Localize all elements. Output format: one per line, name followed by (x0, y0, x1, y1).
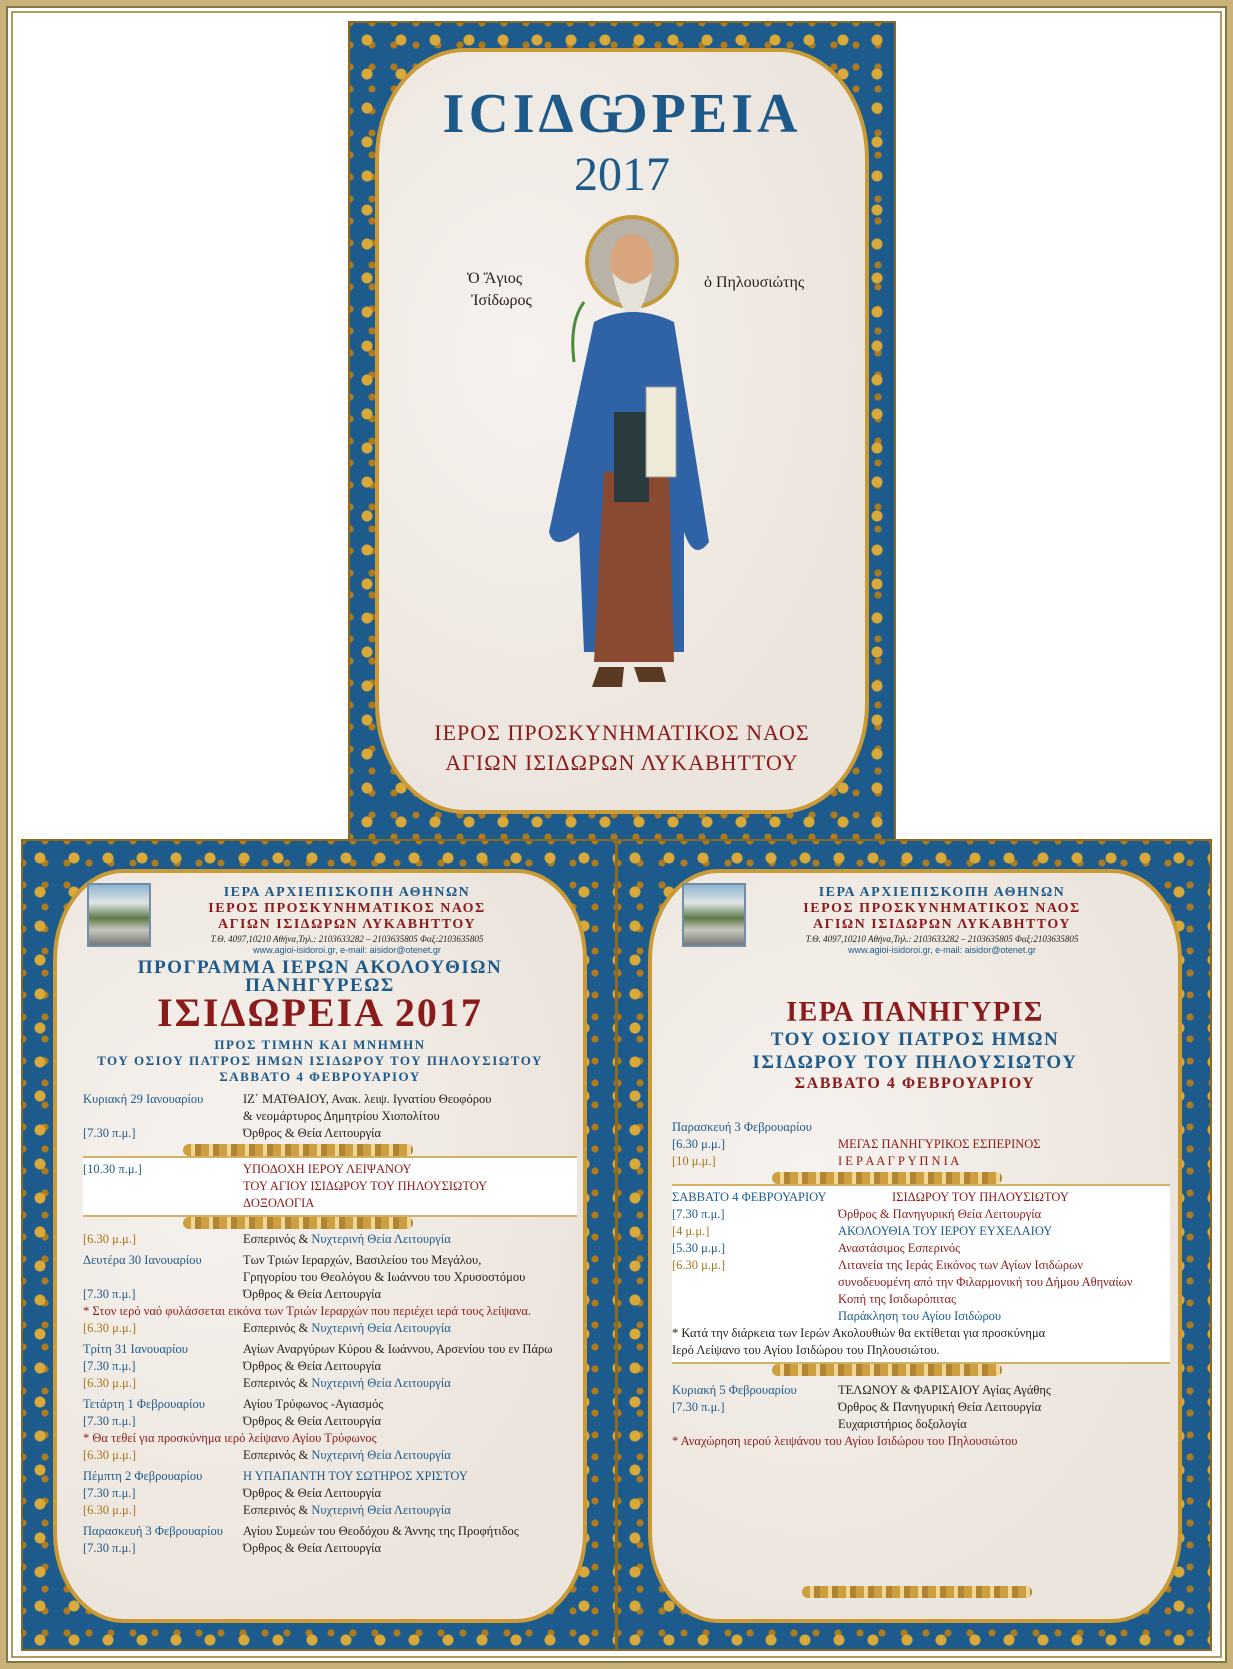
header-contact: Τ.Θ. 4097,10210 Αθήνα,Τηλ.: 2103633282 – 2103635805 Φαξ:2103635805 (805, 934, 1079, 944)
schedule-row (672, 1119, 1170, 1136)
schedule-row (83, 1447, 577, 1464)
schedule-row (83, 1468, 577, 1485)
ornament-divider (183, 1217, 413, 1229)
schedule-list-left (83, 1091, 577, 1557)
schedule-description (243, 1468, 468, 1485)
cover-year: 2017 (574, 148, 670, 201)
schedule-row (83, 1502, 577, 1519)
schedule-row (83, 1178, 577, 1195)
highlight-box (672, 1184, 1170, 1364)
honor-date: ΣΑΒΒΑΤΟ 4 ΦΕΒΡΟΥΑΡΙΟΥ (219, 1069, 421, 1084)
schedule-date-time: [4 μ.μ.] (672, 1224, 710, 1238)
schedule-text: ΙΖ΄ ΜΑΤΘΑΙΟΥ, (243, 1092, 332, 1106)
schedule-row (672, 1308, 1170, 1325)
schedule-description (243, 1091, 491, 1108)
schedule-date-time: Παρασκευή 3 Φεβρουαρίου (83, 1524, 223, 1538)
schedule-note (83, 1303, 577, 1320)
schedule-row (83, 1161, 577, 1178)
schedule-text: Εσπερινός & (243, 1321, 312, 1335)
schedule-description (838, 1223, 1052, 1240)
cover-parchment (375, 48, 869, 814)
schedule-text: Αγίων Αναργύρων Κύρου & Ιωάννου, Αρσενίου του εν Πάρω (243, 1342, 553, 1356)
schedule-row (83, 1252, 577, 1269)
header-church-name: ΑΓΙΩΝ ΙΣΙΔΩΡΩΝ ΛΥΚΑΒΗΤΤΟΥ (812, 917, 1072, 932)
schedule-panel-right (616, 839, 1212, 1651)
cover-panel (348, 21, 896, 841)
schedule-text: ΙΣΙΔΩΡΟΥ ΤΟΥ ΠΗΛΟΥΣΙΩΤΟΥ (892, 1190, 1069, 1204)
schedule-description (243, 1252, 481, 1269)
schedule-row (672, 1136, 1170, 1153)
schedule-text: ΤΕΛΩΝΟΥ & ΦΑΡΙΣΑΙΟΥ (838, 1383, 983, 1397)
schedule-row (83, 1375, 577, 1392)
right-parchment (648, 869, 1182, 1623)
left-parchment (53, 869, 587, 1623)
schedule-row (83, 1125, 577, 1142)
schedule-date-time: [7.30 π.μ.] (83, 1486, 136, 1500)
schedule-row (83, 1320, 577, 1337)
caption-right: ὁ Πηλουσιώτης (704, 274, 805, 291)
schedule-description (243, 1178, 487, 1195)
schedule-date-time: [7.30 π.μ.] (83, 1287, 136, 1301)
church-photo (87, 883, 151, 947)
schedule-row (672, 1153, 1170, 1170)
schedule-date-time: Τρίτη 31 Ιανουαρίου (83, 1342, 188, 1356)
schedule-description (243, 1485, 381, 1502)
honor-line-1: ΠΡΟΣ ΤΙΜΗΝ ΚΑΙ ΜΝΗΜΗΝ (214, 1037, 426, 1052)
schedule-description (838, 1240, 960, 1257)
schedule-note (672, 1325, 1170, 1342)
note-text: * Θα τεθεί για προσκύνημα ιερό λείψανο Αγίου Τρύφωνος (83, 1431, 377, 1445)
feast-date: ΣΑΒΒΑΤΟ 4 ΦΕΒΡΟΥΑΡΙΟΥ (794, 1075, 1036, 1092)
schedule-description (838, 1416, 967, 1433)
schedule-row (672, 1382, 1170, 1399)
caption-left-1: Ὁ Ἅγιος (467, 270, 523, 287)
schedule-inline (892, 1189, 1069, 1206)
note-text: Ιερό Λείψανο του Αγίου Ισιδώρου του Πηλουσιώτου. (672, 1343, 940, 1357)
schedule-row (672, 1274, 1170, 1291)
schedule-description (243, 1413, 381, 1430)
schedule-description (243, 1320, 451, 1337)
feast-title: ΙΕΡΑ ΠΑΝΗΓΥΡΙΣ (786, 997, 1044, 1028)
note-text: * Κατά την διάρκεια των Ιερών Ακολουθιών θα εκτίθεται για προσκύνημα (672, 1326, 1046, 1340)
cover-footer-1: ΙΕΡΟΣ ΠΡΟΣΚΥΝΗΜΑΤΙΚΟΣ ΝΑΟΣ (434, 720, 810, 745)
schedule-row (83, 1540, 577, 1557)
ornament-divider (183, 1144, 413, 1156)
schedule-text: Ευχαριστήριος δοξολογία (838, 1417, 967, 1431)
feast-line-1: ΤΟΥ ΟΣΙΟΥ ΠΑΤΡΟΣ ΗΜΩΝ (770, 1029, 1060, 1050)
schedule-row (83, 1396, 577, 1413)
schedule-text: ΔΟΞΟΛΟΓΙΑ (243, 1196, 315, 1210)
schedule-text: Γρηγορίου του Θεολόγου & Ιωάννου του Χρυσοστόμου (243, 1270, 526, 1284)
schedule-text: Των Τριών Ιεραρχών, Βασιλείου του Μεγάλου, (243, 1253, 482, 1267)
schedule-description (243, 1161, 412, 1178)
schedule-text: Κοπή της Ισιδωρόπιτας (838, 1292, 956, 1306)
schedule-row (672, 1223, 1170, 1240)
schedule-text: Όρθρος & Θεία Λειτουργία (243, 1126, 382, 1140)
schedule-date-time: [7.30 π.μ.] (83, 1359, 136, 1373)
schedule-description (838, 1274, 1133, 1291)
schedule-date-time: [7.30 π.μ.] (83, 1414, 136, 1428)
church-photo (682, 883, 746, 947)
note-text: * Στον ιερό ναό φυλάσσεται εικόνα των Τριών Ιεραρχών που περιέχει ιερά τους λείψανα. (83, 1304, 532, 1318)
program-subtitle: ΠΑΝΗΓΥΡΕΩΣ (245, 975, 395, 996)
schedule-description (243, 1269, 525, 1286)
schedule-date-time: Πέμπτη 2 Φεβρουαρίου (83, 1469, 203, 1483)
schedule-text: Αγίου Συμεών του Θεοδόχου & Άννης της Προφήτιδος (243, 1524, 519, 1538)
schedule-row (83, 1341, 577, 1358)
schedule-panel-left (21, 839, 617, 1651)
schedule-row (83, 1523, 577, 1540)
schedule-text: Όρθρος & Θεία Λειτουργία (243, 1486, 382, 1500)
schedule-text: Εσπερινός & (243, 1503, 312, 1517)
schedule-date-time: Δευτέρα 30 Ιανουαρίου (83, 1253, 202, 1267)
schedule-date-time: [6.30 μ.μ.] (83, 1376, 136, 1390)
schedule-description (243, 1195, 314, 1212)
schedule-text: Όρθρος & Θεία Λειτουργία (243, 1287, 382, 1301)
schedule-date-time: [5.30 μ.μ.] (672, 1241, 725, 1255)
schedule-date-time: Τετάρτη 1 Φεβρουαρίου (83, 1397, 205, 1411)
schedule-text: Νυχτερινή Θεία Λειτουργία (311, 1232, 451, 1246)
schedule-text: Νυχτερινή Θεία Λειτουργία (311, 1321, 451, 1335)
schedule-row (672, 1416, 1170, 1433)
festival-title: ΙΣΙΔΩΡΕΙΑ 2017 (157, 990, 483, 1035)
schedule-description (243, 1231, 451, 1248)
schedule-description (838, 1382, 1051, 1399)
schedule-description (243, 1447, 451, 1464)
header-web[interactable]: www.agioi-isidoroi.gr, e-mail: aisidor@otenet.gr (848, 945, 1036, 955)
schedule-row (672, 1399, 1170, 1416)
schedule-date-time: [7.30 π.μ.] (672, 1400, 725, 1414)
header-archdiocese: ΙΕΡΑ ΑΡΧΙΕΠΙΣΚΟΠΗ ΑΘΗΝΩΝ (223, 885, 471, 900)
schedule-description (243, 1375, 451, 1392)
schedule-text: Εσπερινός & (243, 1232, 312, 1246)
schedule-description (243, 1523, 519, 1540)
schedule-note (672, 1342, 1170, 1359)
ornament-divider (802, 1586, 1032, 1598)
cover-footer-2: ΑΓΙΩΝ ΙΣΙΔΩΡΩΝ ΛΥΚΑΒΗΤΤΟΥ (445, 750, 799, 775)
feast-line-2: ΙΣΙΔΩΡΟΥ ΤΟΥ ΠΗΛΟΥΣΙΩΤΟΥ (752, 1052, 1078, 1073)
schedule-row (83, 1286, 577, 1303)
schedule-row (83, 1108, 577, 1125)
schedule-date-time: [7.30 π.μ.] (672, 1207, 725, 1221)
honor-line-2: ΤΟΥ ΟΣΙΟΥ ΠΑΤΡΟΣ ΗΜΩΝ ΙΣΙΔΩΡΟΥ ΤΟΥ ΠΗΛΟΥΣΙΩΤΟΥ (97, 1053, 543, 1068)
schedule-row (672, 1206, 1170, 1223)
schedule-date-time: [6.30 μ.μ.] (83, 1503, 136, 1517)
schedule-text: ΜΕΓΑΣ ΠΑΝΗΓΥΡΙΚΟΣ ΕΣΠΕΡΙΝΟΣ (838, 1137, 1041, 1151)
schedule-date-time: [6.30 μ.μ.] (672, 1258, 725, 1272)
schedule-date-time: [6.30 μ.μ.] (672, 1137, 725, 1151)
schedule-text: Νυχτερινή Θεία Λειτουργία (311, 1503, 451, 1517)
schedule-text: Αγίου Τρύφωνος -Αγιασμός (243, 1397, 384, 1411)
schedule-text: ΥΠΟΔΟΧΗ ΙΕΡΟΥ ΛΕΙΨΑΝΟΥ (243, 1162, 412, 1176)
schedule-description (243, 1502, 451, 1519)
schedule-text: Λιτανεία της Ιεράς Εικόνος των Αγίων Ισιδώρων (838, 1258, 1083, 1272)
program-title: ΠΡΟΓΡΑΜΜΑ ΙΕΡΩΝ ΑΚΟΛΟΥΘΙΩΝ (137, 957, 503, 978)
schedule-text: Η ΥΠΑΠΑΝΤΗ ΤΟΥ ΣΩΤΗΡΟΣ ΧΡΙΣΤΟΥ (243, 1469, 468, 1483)
schedule-text: Όρθρος & Πανηγυρική Θεία Λειτουργία (838, 1207, 1042, 1221)
schedule-date-time: Κυριακή 29 Ιανουαρίου (83, 1092, 204, 1106)
schedule-description (838, 1153, 959, 1170)
schedule-date-time: [7.30 π.μ.] (83, 1126, 136, 1140)
schedule-date-time: [10 μ.μ.] (672, 1154, 716, 1168)
schedule-row (672, 1189, 1170, 1206)
schedule-row (83, 1485, 577, 1502)
schedule-date-time: [6.30 μ.μ.] (83, 1321, 136, 1335)
schedule-description (838, 1291, 956, 1308)
schedule-text: Ι Ε Ρ Α Α Γ Ρ Υ Π Ν Ι Α (838, 1154, 960, 1168)
schedule-date-time: ΣΑΒΒΑΤΟ 4 ΦΕΒΡΟΥΑΡΙΟΥ (672, 1190, 827, 1204)
schedule-text: Όρθρος & Θεία Λειτουργία (243, 1414, 382, 1428)
schedule-note (672, 1433, 1170, 1450)
schedule-date-time: [6.30 μ.μ.] (83, 1232, 136, 1246)
schedule-text: & νεομάρτυρος Δημητρίου Χιοπολίτου (243, 1109, 440, 1123)
schedule-text: ΑΚΟΛΟΥΘΙΑ ΤΟΥ ΙΕΡΟΥ ΕΥΧΕΛΑΙΟΥ (838, 1224, 1053, 1238)
schedule-text: Ανακ. λειψ. Ιγνατίου Θεοφόρου (331, 1092, 492, 1106)
schedule-date-time: Κυριακή 5 Φεβρουαρίου (672, 1383, 797, 1397)
header-archdiocese: ΙΕΡΑ ΑΡΧΙΕΠΙΣΚΟΠΗ ΑΘΗΝΩΝ (818, 885, 1066, 900)
schedule-row (83, 1231, 577, 1248)
schedule-row (83, 1358, 577, 1375)
schedule-text: Όρθρος & Πανηγυρική Θεία Λειτουργία (838, 1400, 1042, 1414)
schedule-row (672, 1240, 1170, 1257)
ornament-divider (772, 1364, 1002, 1376)
schedule-date-time: [10.30 π.μ.] (83, 1162, 142, 1176)
schedule-text: Αγίας Αγάθης (982, 1383, 1051, 1397)
schedule-text: Νυχτερινή Θεία Λειτουργία (311, 1376, 451, 1390)
schedule-description (243, 1125, 381, 1142)
note-text: * Αναχώρηση ιερού λειψάνου του Αγίου Ισιδώρου του Πηλουσιώτου (672, 1434, 1018, 1448)
schedule-description (838, 1136, 1041, 1153)
schedule-description (243, 1108, 440, 1125)
schedule-description (243, 1341, 552, 1358)
schedule-description (243, 1286, 381, 1303)
schedule-text: Παράκληση του Αγίου Ισιδώρου (838, 1309, 1002, 1323)
schedule-description (243, 1540, 381, 1557)
schedule-note (83, 1430, 577, 1447)
schedule-row (83, 1091, 577, 1108)
cover-title: ΙϹΙΔѠΡΕΙΑ (442, 83, 802, 145)
schedule-text: Εσπερινός & (243, 1448, 312, 1462)
header-web[interactable]: www.agioi-isidoroi.gr, e-mail: aisidor@otenet.gr (253, 945, 441, 955)
ornament-divider (772, 1172, 1002, 1184)
schedule-list-right (672, 1119, 1170, 1450)
schedule-text: ΤΟΥ ΑΓΙΟΥ ΙΣΙΔΩΡΟΥ ΤΟΥ ΠΗΛΟΥΣΙΩΤΟΥ (243, 1179, 488, 1193)
schedule-row (672, 1257, 1170, 1274)
schedule-text: Εσπερινός & (243, 1376, 312, 1390)
schedule-row (83, 1413, 577, 1430)
header-church: ΙΕΡΟΣ ΠΡΟΣΚΥΝΗΜΑΤΙΚΟΣ ΝΑΟΣ (803, 901, 1081, 916)
header-contact: Τ.Θ. 4097,10210 Αθήνα,Τηλ.: 2103633282 – 2103635805 Φαξ:2103635805 (210, 934, 484, 944)
highlight-box (83, 1156, 577, 1217)
schedule-description (243, 1396, 383, 1413)
schedule-row (83, 1269, 577, 1286)
caption-left-2: Ἰσίδωρος (471, 292, 532, 309)
schedule-text: Όρθρος & Θεία Λειτουργία (243, 1359, 382, 1373)
schedule-row (672, 1291, 1170, 1308)
header-church-name: ΑΓΙΩΝ ΙΣΙΔΩΡΩΝ ΛΥΚΑΒΗΤΤΟΥ (217, 917, 477, 932)
schedule-date-time: Παρασκευή 3 Φεβρουαρίου (672, 1120, 812, 1134)
schedule-text: Αναστάσιμος Εσπερινός (838, 1241, 961, 1255)
schedule-text: συνοδευομένη από την Φιλαρμονική του Δήμου Αθηναίων (838, 1275, 1133, 1289)
schedule-description (838, 1257, 1083, 1274)
schedule-description (243, 1358, 381, 1375)
saint-icon-image (534, 212, 724, 722)
schedule-description (838, 1206, 1041, 1223)
schedule-date-time: [7.30 π.μ.] (83, 1541, 136, 1555)
schedule-description (838, 1308, 1001, 1325)
schedule-text: Όρθρος & Θεία Λειτουργία (243, 1541, 382, 1555)
schedule-date-time: [6.30 μ.μ.] (83, 1448, 136, 1462)
schedule-text: Νυχτερινή Θεία Λειτουργία (311, 1448, 451, 1462)
schedule-description (838, 1399, 1041, 1416)
schedule-row (83, 1195, 577, 1212)
header-church: ΙΕΡΟΣ ΠΡΟΣΚΥΝΗΜΑΤΙΚΟΣ ΝΑΟΣ (208, 901, 486, 916)
